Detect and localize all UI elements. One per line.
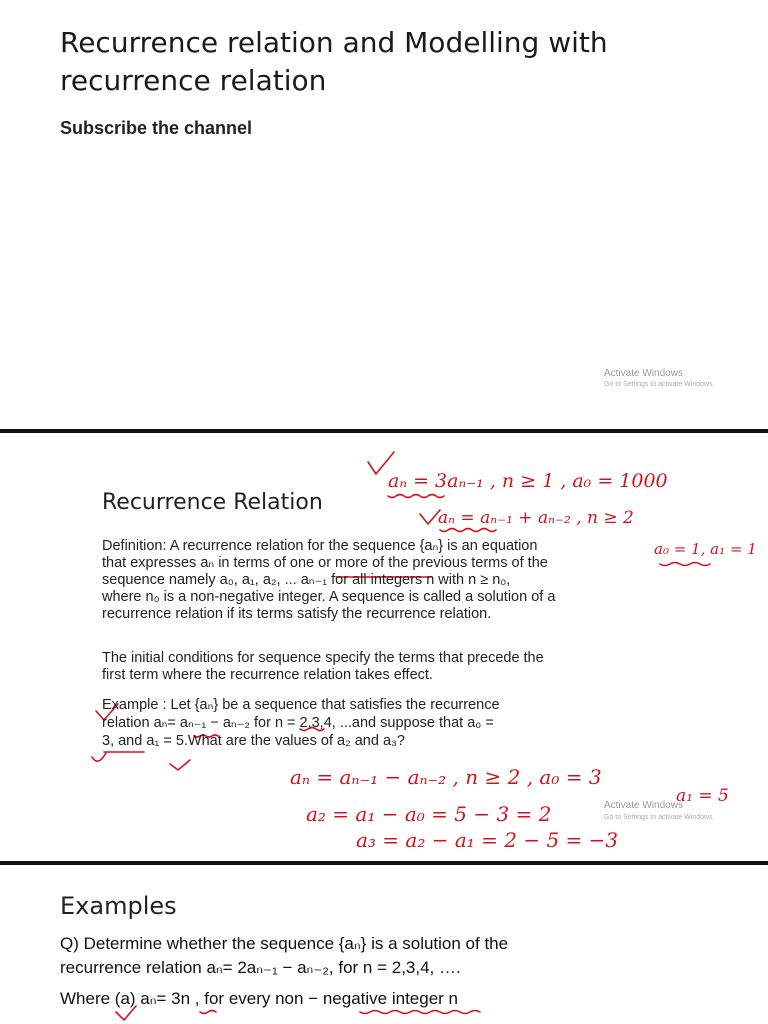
activate-windows-hint: Go to Settings to activate Windows. (604, 381, 715, 388)
slide-recurrence-relation (0, 434, 768, 860)
slide-examples (0, 866, 768, 1024)
handwritten-formula-1: aₙ = 3aₙ₋₁ , n ≥ 1 , a₀ = 1000 (388, 470, 668, 492)
initial-conditions-line: The initial conditions for sequence specify the terms that precede the (102, 650, 544, 666)
slide-title-line-1: Recurrence relation and Modelling with (60, 26, 608, 59)
definition-line: that expresses aₙ in terms of one or more of the previous terms of the (102, 555, 548, 571)
section-heading: Recurrence Relation (102, 490, 323, 515)
handwritten-initial-values: a₀ = 1, a₁ = 1 (654, 540, 757, 558)
initial-conditions-line: first term where the recurrence relation takes effect. (102, 667, 433, 683)
definition-line: where n₀ is a non-negative integer. A sequence is called a solution of a (102, 589, 556, 605)
handwritten-a1: a₁ = 5 (676, 786, 729, 806)
example-line: 3, and a₁ = 5.What are the values of a₂ and a₃? (102, 733, 405, 749)
question-line: recurrence relation aₙ= 2aₙ₋₁ − aₙ₋₂, for n = 2,3,4, …. (60, 958, 461, 977)
definition-line: recurrence relation if its terms satisfy the recurrence relation. (102, 606, 492, 622)
activate-windows-watermark: Activate Windows (604, 368, 683, 379)
activate-windows-hint: Go to Settings to activate Windows. (604, 814, 715, 821)
definition-line: sequence namely a₀, a₁, a₂, ... aₙ₋₁ for all integers n with n ≥ n₀, (102, 572, 511, 588)
subscribe-text: Subscribe the channel (60, 118, 253, 138)
example-line: relation aₙ= aₙ₋₁ − aₙ₋₂ for n = 2,3,4, ...and suppose that a₀ = (102, 715, 494, 731)
slide-title (0, 0, 768, 427)
slide-title-line-2: recurrence relation (60, 64, 327, 97)
slide-divider (0, 861, 768, 865)
activate-windows-watermark: Activate Windows (604, 800, 683, 811)
handwritten-formula-2: aₙ = aₙ₋₁ + aₙ₋₂ , n ≥ 2 (438, 508, 634, 528)
handwritten-solution-2: a₂ = a₁ − a₀ = 5 − 3 = 2 (306, 802, 552, 826)
example-line: Example : Let {aₙ} be a sequence that satisfies the recurrence (102, 697, 500, 713)
question-line: Where (a) aₙ= 3n , for every non − negative integer n (60, 989, 458, 1008)
handwritten-solution-1: aₙ = aₙ₋₁ − aₙ₋₂ , n ≥ 2 , a₀ = 3 (290, 765, 602, 789)
examples-heading: Examples (60, 892, 177, 920)
question-line: Q) Determine whether the sequence {aₙ} is a solution of the (60, 934, 509, 953)
slide-divider (0, 429, 768, 433)
handwritten-marks (0, 866, 768, 1024)
handwritten-solution-3: a₃ = a₂ − a₁ = 2 − 5 = −3 (356, 828, 619, 852)
definition-line: Definition: A recurrence relation for the sequence {aₙ} is an equation (102, 538, 538, 554)
